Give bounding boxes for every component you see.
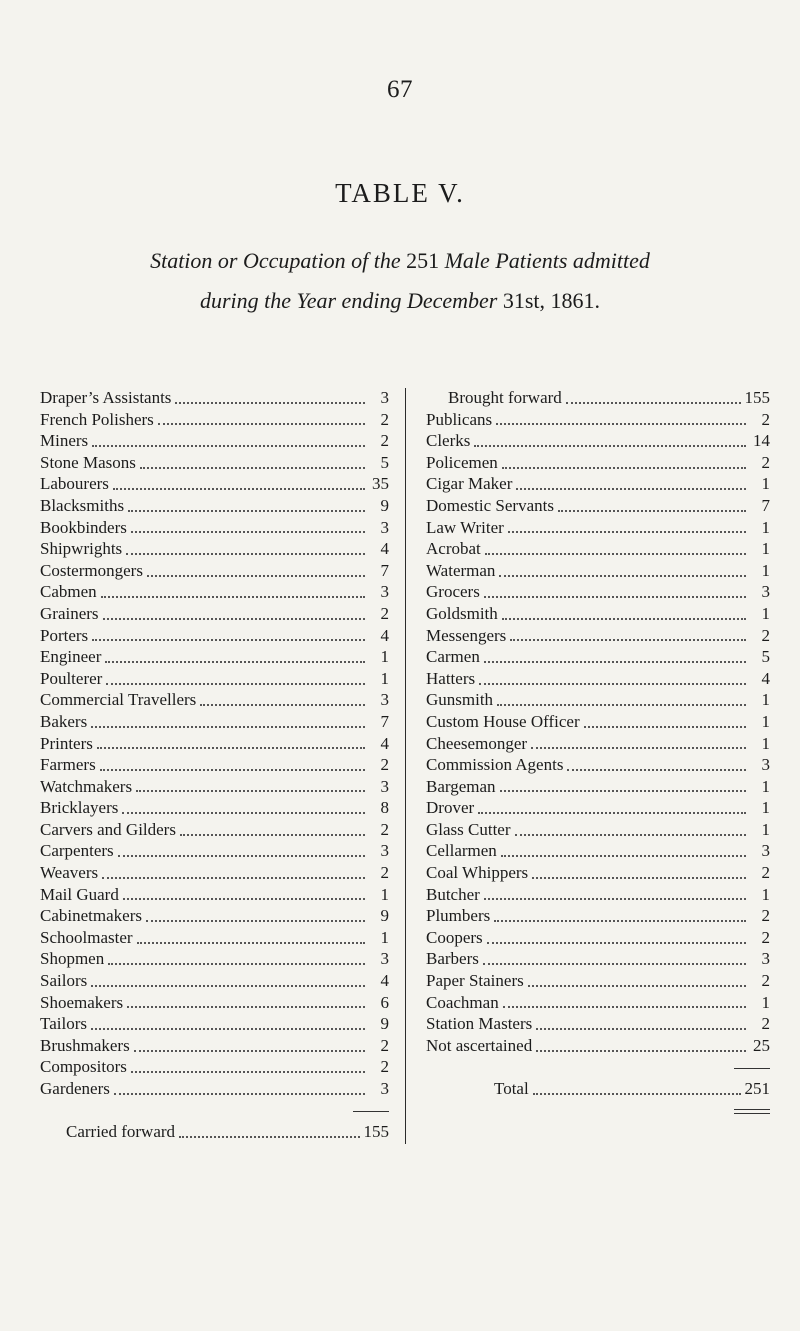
table-row [426, 712, 770, 734]
occupation-label: Shopmen [40, 949, 105, 969]
dot-leader [584, 726, 746, 728]
occupation-label: Bookbinders [40, 517, 127, 537]
dot-leader [136, 790, 365, 792]
patient-count: 1 [380, 647, 389, 667]
dot-leader [118, 855, 365, 857]
dot-leader [102, 877, 365, 879]
occupation-label: Messengers [426, 625, 507, 645]
table-row [40, 388, 389, 410]
dot-leader [531, 747, 746, 749]
table-row [40, 971, 389, 993]
patient-count: 1 [761, 819, 770, 839]
patient-count: 2 [761, 906, 770, 926]
table-row [426, 755, 770, 777]
dot-leader [158, 423, 365, 425]
patient-count: 4 [380, 625, 389, 645]
dot-leader [502, 467, 746, 469]
occupation-label: Cellarmen [426, 841, 497, 861]
table-row [40, 1079, 389, 1101]
table-row [426, 777, 770, 799]
table-row [40, 1014, 389, 1036]
patient-count: 3 [380, 1079, 389, 1098]
occupation-label: Gardeners [40, 1079, 110, 1098]
occupation-label: Costermongers [40, 560, 143, 580]
page-number: 67 [387, 76, 413, 103]
occupation-label: Miners [40, 431, 89, 451]
dot-leader [500, 790, 746, 792]
dot-leader [114, 1093, 365, 1095]
dot-leader [516, 488, 746, 490]
patient-count: 4 [380, 733, 389, 753]
occupation-label: Cheesemonger [426, 733, 528, 753]
table-row [426, 949, 770, 971]
occupation-label: Commission Agents [426, 755, 564, 775]
dot-leader [499, 575, 746, 577]
table-row [426, 453, 770, 475]
dot-leader [92, 639, 365, 641]
occupation-label: Bricklayers [40, 798, 119, 818]
patient-count: 3 [761, 949, 770, 969]
dot-leader [484, 898, 746, 900]
table-row [40, 928, 389, 950]
occupation-label: Draper’s Assistants [40, 388, 172, 407]
patient-count: 2 [380, 603, 389, 623]
patient-count: 14 [753, 431, 770, 451]
occupation-label: Cigar Maker [426, 474, 513, 494]
dot-leader [483, 963, 746, 965]
caption-line-2 [0, 281, 800, 321]
table-row [426, 539, 770, 561]
patient-count: 9 [380, 495, 389, 515]
occupation-label: Cabmen [40, 582, 97, 602]
patient-count: 1 [761, 517, 770, 537]
dot-leader [494, 920, 746, 922]
patient-count: 4 [761, 668, 770, 688]
total-rule [426, 1057, 770, 1079]
table-title: TABLE V. [335, 178, 465, 208]
dot-leader [474, 445, 746, 447]
patient-count: 2 [761, 863, 770, 883]
patient-count: 2 [380, 1035, 389, 1055]
occupation-label: Schoolmaster [40, 927, 133, 947]
caption-year: , 1861. [539, 288, 601, 313]
table-row [426, 669, 770, 691]
caption-text: Station or Occupation of the [150, 248, 407, 273]
occupation-label: Blacksmiths [40, 495, 125, 515]
occupation-label: Not ascertained [426, 1035, 533, 1055]
caption-text: during the Year ending December [199, 288, 503, 313]
patient-count: 1 [761, 690, 770, 710]
dot-leader [91, 1028, 365, 1030]
occupation-label: Cabinetmakers [40, 906, 142, 926]
patient-count: 1 [761, 798, 770, 818]
occupation-label: Labourers [40, 474, 109, 494]
occupation-label: Bargeman [426, 776, 496, 796]
table-row [40, 669, 389, 691]
occupation-label: Goldsmith [426, 603, 498, 623]
dot-leader [508, 531, 746, 533]
patient-count: 3 [761, 841, 770, 861]
dot-leader [126, 553, 365, 555]
caption-line-1 [0, 241, 800, 281]
caption-count: 251 [406, 248, 440, 273]
patient-count: 1 [761, 474, 770, 494]
patient-count: 1 [761, 733, 770, 753]
table-row [426, 906, 770, 928]
patient-count: 3 [380, 517, 389, 537]
table-row [426, 863, 770, 885]
table-row [40, 1036, 389, 1058]
occupation-label: Shoemakers [40, 992, 124, 1012]
patient-count: 2 [761, 452, 770, 472]
occupation-label: Farmers [40, 755, 96, 775]
dot-leader [91, 985, 365, 987]
table-row [426, 928, 770, 950]
occupation-label: Poulterer [40, 668, 103, 688]
table-row [40, 518, 389, 540]
sum-rule [353, 1111, 389, 1112]
occupation-label: Brought forward [448, 388, 562, 407]
table-row [426, 410, 770, 432]
patient-count: 4 [380, 539, 389, 559]
table-row [426, 690, 770, 712]
dot-leader [137, 942, 365, 944]
dot-leader [528, 985, 746, 987]
table-row [40, 863, 389, 885]
occupation-label: Carmen [426, 647, 480, 667]
patient-count: 3 [380, 582, 389, 602]
occupation-label: Butcher [426, 884, 480, 904]
patient-count: 251 [744, 1079, 770, 1098]
dot-leader [497, 704, 746, 706]
occupation-label: Coachman [426, 992, 499, 1012]
dot-leader [533, 1093, 741, 1095]
patient-count: 1 [761, 776, 770, 796]
occupation-label: Acrobat [426, 539, 481, 559]
occupation-label: Coal Whippers [426, 863, 529, 883]
sum-rule [734, 1068, 770, 1069]
occupation-label: Hatters [426, 668, 476, 688]
patient-count: 1 [380, 884, 389, 904]
patient-count: 4 [380, 971, 389, 991]
caption-date: 31st [502, 288, 540, 313]
patient-count: 2 [761, 971, 770, 991]
patient-count: 9 [380, 906, 389, 926]
occupation-label: Glass Cutter [426, 819, 511, 839]
table-row [40, 647, 389, 669]
occupation-label: Brushmakers [40, 1035, 130, 1055]
occupation-label: Carpenters [40, 841, 114, 861]
dot-leader [180, 834, 365, 836]
table-row [426, 993, 770, 1015]
carried-forward-rule [40, 1101, 389, 1123]
occupation-label: French Polishers [40, 409, 154, 429]
table-row [40, 993, 389, 1015]
table-row [426, 431, 770, 453]
patient-count: 1 [380, 668, 389, 688]
total-row [426, 1079, 770, 1101]
dot-leader [566, 402, 741, 404]
dot-leader [510, 639, 746, 641]
table-row [40, 755, 389, 777]
patient-count: 2 [761, 1014, 770, 1034]
occupation-label: Grainers [40, 603, 99, 623]
patient-count: 2 [761, 409, 770, 429]
occupation-label: Publicans [426, 409, 493, 429]
table-row [40, 798, 389, 820]
table-row [426, 841, 770, 863]
dot-leader [501, 855, 746, 857]
dot-leader [140, 467, 365, 469]
patient-count: 5 [380, 452, 389, 472]
dot-leader [536, 1050, 746, 1052]
dot-leader [179, 1136, 359, 1138]
dot-leader [479, 683, 746, 685]
patient-count: 3 [380, 690, 389, 710]
dot-leader [485, 553, 746, 555]
table-row [40, 906, 389, 928]
patient-count: 1 [761, 539, 770, 559]
patient-count: 1 [761, 560, 770, 580]
table-row [40, 604, 389, 626]
dot-leader [515, 834, 746, 836]
occupation-label: Coopers [426, 927, 483, 947]
dot-leader [123, 898, 365, 900]
carried-forward-row [40, 1122, 389, 1144]
patient-count: 2 [761, 927, 770, 947]
table-row [40, 841, 389, 863]
patient-count: 7 [761, 495, 770, 515]
occupation-label: Policemen [426, 452, 498, 472]
total-double-rule [426, 1101, 770, 1123]
occupation-label: Compositors [40, 1057, 127, 1077]
occupation-label: Gunsmith [426, 690, 494, 710]
dot-leader [128, 510, 365, 512]
occupation-label: Stone Masons [40, 452, 136, 472]
table-row [40, 1057, 389, 1079]
right-column [406, 388, 770, 1144]
brought-forward-row [426, 388, 770, 410]
occupation-label: Carvers and Gilders [40, 819, 176, 839]
patient-count: 5 [761, 647, 770, 667]
dot-leader [536, 1028, 746, 1030]
table-row [40, 539, 389, 561]
dot-leader [127, 1006, 365, 1008]
table-row [426, 496, 770, 518]
patient-count: 3 [380, 841, 389, 861]
occupation-label: Carried forward [66, 1122, 176, 1142]
patient-count: 2 [380, 863, 389, 883]
patient-count: 3 [761, 755, 770, 775]
dot-leader [103, 618, 365, 620]
occupation-label: Shipwrights [40, 539, 123, 559]
occupation-label: Station Masters [426, 1014, 533, 1034]
occupation-label: Commercial Travellers [40, 690, 197, 710]
patient-count: 155 [744, 388, 770, 407]
occupation-table [40, 388, 770, 1144]
table-row [426, 474, 770, 496]
occupation-label: Weavers [40, 863, 99, 883]
patient-count: 2 [380, 1057, 389, 1077]
occupation-label: Drover [426, 798, 475, 818]
patient-count: 35 [372, 474, 389, 494]
occupation-label: Barbers [426, 949, 479, 969]
patient-count: 6 [380, 992, 389, 1012]
dot-leader [503, 1006, 746, 1008]
occupation-label: Porters [40, 625, 89, 645]
table-row [426, 518, 770, 540]
patient-count: 3 [380, 388, 389, 407]
dot-leader [484, 596, 746, 598]
dot-leader [487, 942, 746, 944]
occupation-label: Paper Stainers [426, 971, 524, 991]
dot-leader [131, 1071, 365, 1073]
dot-leader [122, 812, 365, 814]
patient-count: 1 [380, 927, 389, 947]
table-row [40, 690, 389, 712]
patient-count: 1 [761, 992, 770, 1012]
table-row [40, 712, 389, 734]
patient-count: 3 [380, 949, 389, 969]
dot-leader [92, 445, 365, 447]
patient-count: 2 [380, 819, 389, 839]
table-row [40, 949, 389, 971]
dot-leader [147, 575, 365, 577]
table-row [40, 734, 389, 756]
table-row [40, 777, 389, 799]
table-row [40, 561, 389, 583]
table-row [40, 431, 389, 453]
table-row [426, 647, 770, 669]
occupation-label: Engineer [40, 647, 102, 667]
dot-leader [478, 812, 746, 814]
dot-leader [558, 510, 746, 512]
table-row [426, 734, 770, 756]
occupation-label: Mail Guard [40, 884, 119, 904]
occupation-label: Domestic Servants [426, 495, 554, 515]
table-row [426, 1014, 770, 1036]
table-row [426, 626, 770, 648]
patient-count: 3 [380, 776, 389, 796]
table-row [40, 496, 389, 518]
table-row [426, 885, 770, 907]
dot-leader [106, 683, 365, 685]
table-caption [0, 241, 800, 321]
caption-text: Male Patients admitted [439, 248, 650, 273]
table-row [40, 474, 389, 496]
occupation-label: Plumbers [426, 906, 491, 926]
dot-leader [134, 1050, 365, 1052]
patient-count: 8 [380, 798, 389, 818]
table-row [426, 798, 770, 820]
dot-leader [105, 661, 365, 663]
table-row [426, 604, 770, 626]
patient-count: 2 [380, 431, 389, 451]
occupation-label: Tailors [40, 1014, 87, 1034]
table-row [40, 582, 389, 604]
dot-leader [146, 920, 365, 922]
dot-leader [113, 488, 365, 490]
dot-leader [532, 877, 746, 879]
dot-leader [484, 661, 746, 663]
patient-count: 9 [380, 1014, 389, 1034]
dot-leader [567, 769, 746, 771]
table-row [40, 410, 389, 432]
dot-leader [502, 618, 746, 620]
occupation-label: Waterman [426, 560, 496, 580]
table-row [426, 582, 770, 604]
occupation-label: Printers [40, 733, 93, 753]
table-row [40, 626, 389, 648]
occupation-label: Sailors [40, 971, 88, 991]
occupation-label: Total [494, 1079, 529, 1098]
table-row [40, 885, 389, 907]
patient-count: 1 [761, 884, 770, 904]
table-row [426, 971, 770, 993]
occupation-label: Watchmakers [40, 776, 133, 796]
patient-count: 155 [363, 1122, 389, 1142]
dot-leader [101, 596, 365, 598]
table-row [426, 561, 770, 583]
occupation-label: Clerks [426, 431, 471, 451]
dot-leader [175, 402, 365, 404]
dot-leader [131, 531, 365, 533]
patient-count: 2 [761, 625, 770, 645]
table-row [426, 820, 770, 842]
patient-count: 2 [380, 755, 389, 775]
occupation-label: Grocers [426, 582, 480, 602]
dot-leader [200, 704, 365, 706]
dot-leader [108, 963, 365, 965]
dot-leader [496, 423, 746, 425]
patient-count: 7 [380, 560, 389, 580]
patient-count: 1 [761, 603, 770, 623]
table-row [40, 820, 389, 842]
patient-count: 1 [761, 711, 770, 731]
occupation-label: Custom House Officer [426, 711, 580, 731]
patient-count: 2 [380, 409, 389, 429]
table-row [40, 453, 389, 475]
patient-count: 25 [753, 1035, 770, 1055]
table-row [426, 1036, 770, 1058]
dot-leader [91, 726, 365, 728]
dot-leader [97, 747, 365, 749]
double-rule [734, 1109, 770, 1114]
occupation-label: Law Writer [426, 517, 504, 537]
left-column [40, 388, 406, 1144]
dot-leader [100, 769, 365, 771]
patient-count: 7 [380, 711, 389, 731]
occupation-label: Bakers [40, 711, 88, 731]
patient-count: 3 [761, 582, 770, 602]
